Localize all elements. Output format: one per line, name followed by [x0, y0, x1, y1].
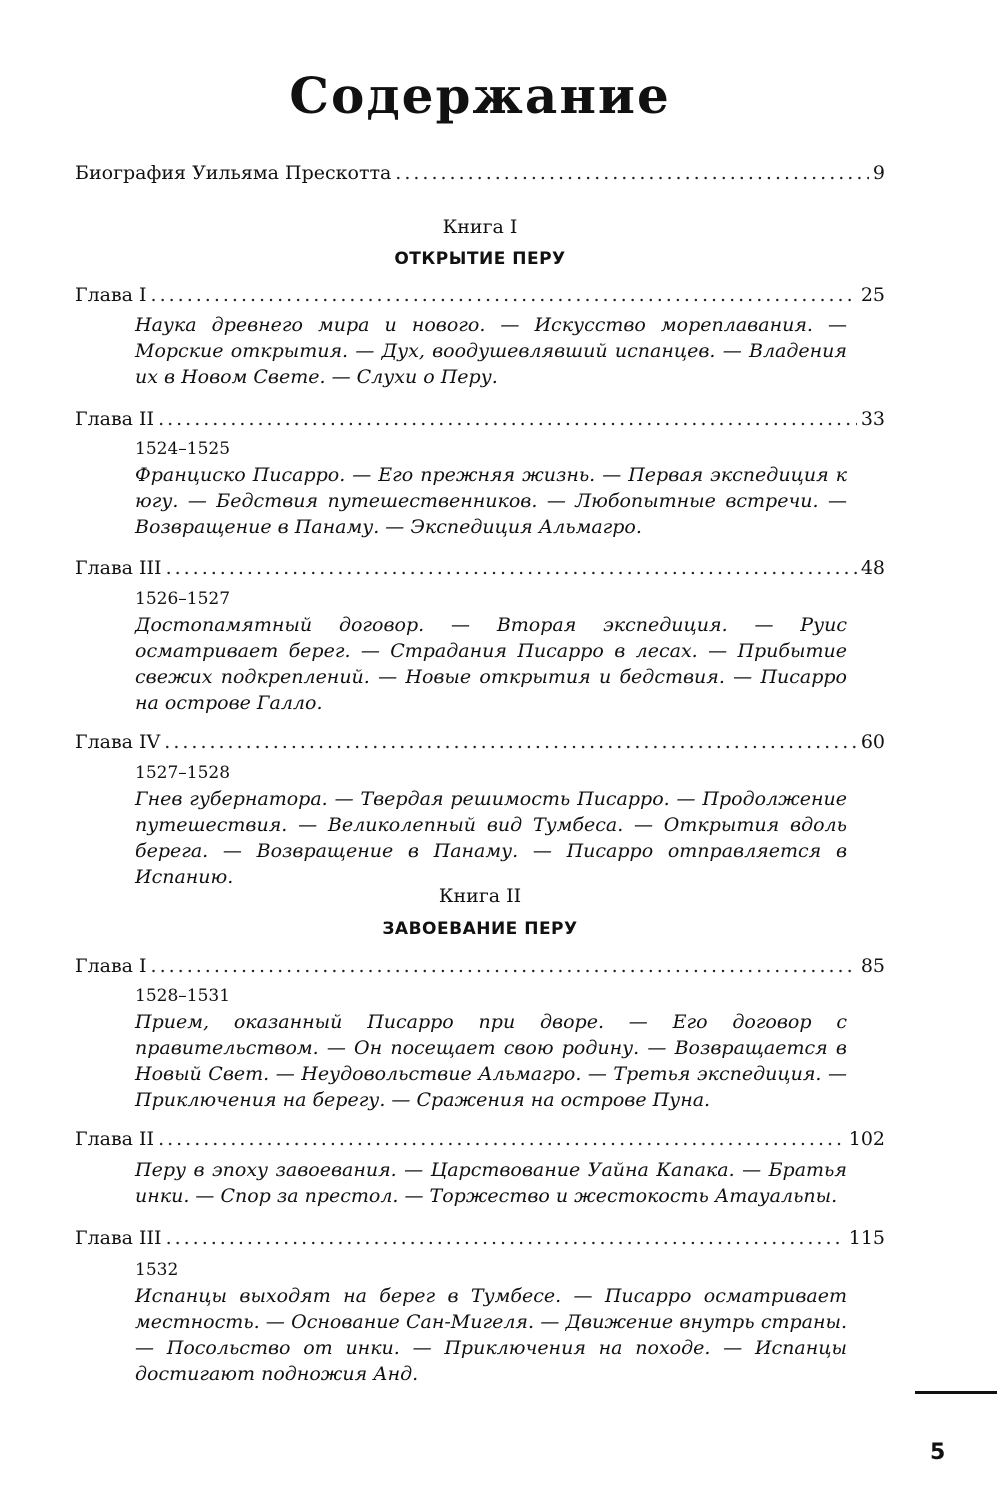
toc-entry-label: Глава II — [75, 1128, 155, 1150]
toc-page-number: 60 — [860, 731, 885, 753]
chapter-description: Перу в эпоху завоевания. — Царствование Уайна Капака. — Братья инки. — Спор за престол. — Торжество и жестокость Атауальпы. — [135, 1159, 847, 1207]
chapter-summary — [135, 586, 847, 716]
page-title: Содержание — [289, 66, 671, 125]
chapter-years: 1532 — [135, 1260, 179, 1280]
toc-entry-label: Биография Уильяма Прескотта — [75, 162, 392, 184]
toc-entry-label: Глава I — [75, 284, 147, 306]
chapter-description: Достопамятный договор. — Вторая экспедиция. — Руис осматривает берег. — Страдания Писарро в лесах. — Прибытие свежих подкреплений. — Новые открытия и бедствия. — Писарро на острове Галло. — [135, 614, 847, 714]
leader-dots — [158, 1126, 845, 1152]
chapter-years: 1527–1528 — [135, 763, 231, 783]
toc-page-number: 9 — [872, 162, 885, 184]
chapter-description: Франциско Писарро. — Его прежняя жизнь. — Первая экспедиция к югу. — Бедствия путешественников. — Любопытные встречи. — Возвращение в Панаму. — Экспедиция Альмагро. — [135, 464, 847, 538]
toc-entry-book1-chapter2[interactable] — [75, 406, 885, 432]
chapter-description: Испанцы выходят на берег в Тумбесе. — Писарро осматривает местность. — Основание Сан-Мигеля. — Движение внутрь страны. — Посольство от инки. — Приключения на походе. — Испанцы достигают подножия Анд. — [135, 1285, 847, 1385]
toc-page-number: 85 — [860, 955, 885, 977]
toc-entry-book2-chapter1[interactable] — [75, 953, 885, 979]
toc-entry-label: Глава III — [75, 557, 162, 579]
leader-dots — [151, 953, 857, 979]
chapter-summary — [135, 1257, 847, 1387]
chapter-description: Прием, оказанный Писарро при дворе. — Его договор с правительством. — Он посещает свою родину. — Возвращается в Новый Свет. — Неудовольствие Альмагро. — Третья экспедиция. — Приключения на берегу. — Сражения на острове Пуна. — [135, 1011, 847, 1111]
toc-entry-book1-chapter3[interactable] — [75, 555, 885, 581]
toc-entry-book2-chapter2[interactable] — [75, 1126, 885, 1152]
toc-entry-label: Глава I — [75, 955, 147, 977]
chapter-years: 1526–1527 — [135, 589, 231, 609]
chapter-summary — [135, 760, 847, 890]
toc-entry-book1-chapter1[interactable] — [75, 282, 885, 308]
leader-dots — [164, 729, 857, 755]
chapter-summary — [135, 983, 847, 1113]
leader-dots — [158, 406, 857, 432]
toc-entry-book2-chapter3[interactable] — [75, 1225, 885, 1251]
chapter-years: 1524–1525 — [135, 439, 231, 459]
toc-page-number: 102 — [848, 1128, 885, 1150]
toc-entry-label: Глава II — [75, 408, 155, 430]
footer-rule — [915, 1391, 997, 1394]
book-1-title: ОТКРЫТИЕ ПЕРУ — [394, 249, 566, 269]
chapter-summary — [135, 312, 847, 390]
chapter-summary — [135, 436, 847, 540]
toc-entry-label: Глава IV — [75, 731, 161, 753]
book-2-title: ЗАВОЕВАНИЕ ПЕРУ — [382, 919, 578, 939]
toc-entry-label: Глава III — [75, 1227, 162, 1249]
leader-dots — [395, 160, 869, 186]
chapter-years: 1528–1531 — [135, 986, 231, 1006]
toc-page-number: 25 — [860, 284, 885, 306]
leader-dots — [166, 1225, 845, 1251]
book-2-label: Книга II — [438, 885, 522, 907]
toc-entry-book1-chapter4[interactable] — [75, 729, 885, 755]
chapter-description: Наука древнего мира и нового. — Искусство мореплавания. — Морские открытия. — Дух, воодушевлявший испанцев. — Владения их в Новом Свете. — Слухи о Перу. — [135, 314, 847, 388]
chapter-summary — [135, 1157, 847, 1209]
leader-dots — [166, 555, 857, 581]
toc-page-number: 48 — [860, 557, 885, 579]
chapter-description: Гнев губернатора. — Твердая решимость Писарро. — Продолжение путешествия. — Великолепный вид Тумбеса. — Открытия вдоль берега. — Возвращение в Панаму. — Писарро отправляется в Испанию. — [135, 788, 847, 888]
leader-dots — [151, 282, 857, 308]
book-1-label: Книга I — [442, 216, 518, 238]
toc-entry-biography[interactable] — [75, 160, 885, 186]
toc-page-number: 33 — [860, 408, 885, 430]
page-number: 5 — [930, 1440, 946, 1465]
toc-page-number: 115 — [848, 1227, 885, 1249]
